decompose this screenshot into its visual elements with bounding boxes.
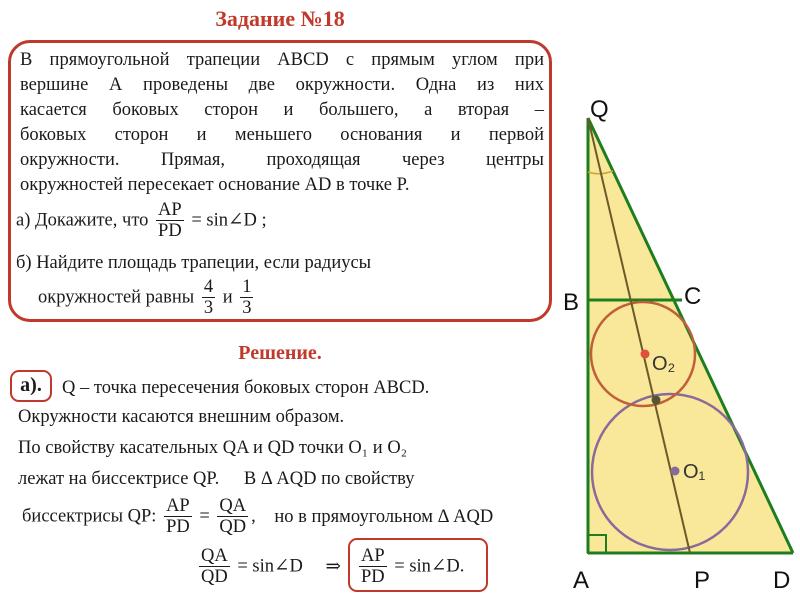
solution-title: Решение. (238, 342, 322, 364)
part-b-text: окружностей равны (38, 287, 195, 308)
task-line-6: окружностей пересекает основание AD в точке P. (20, 175, 410, 195)
frac-qa-qd-2-num: QA (201, 546, 228, 566)
part-a-prefix: а) Докажите, что (16, 210, 149, 231)
line-4b: В Δ AQD по свойству (243, 469, 415, 489)
ratio-den: PD (158, 221, 182, 241)
line-5-prefix: биссектрисы QP: (22, 506, 157, 527)
comma: , (251, 506, 256, 527)
frac-ap-pd-num: AP (166, 496, 190, 516)
radius-2-den: 3 (242, 298, 252, 318)
and-word: и (222, 287, 233, 308)
label-p: P (694, 567, 711, 594)
task-part-b-line1: б) Найдите площадь трапеции, если радиусы (16, 253, 372, 273)
result-sin-d: = sin∠D. (394, 556, 465, 577)
center-o1 (671, 467, 680, 476)
result-frac-num: AP (361, 546, 385, 566)
label-o1: O₁ (683, 461, 706, 483)
label-d: D (773, 567, 791, 594)
task-title: Задание №18 (215, 6, 345, 31)
solution-line-1: Q – точка пересечения боковых сторон ABCD. (62, 378, 430, 398)
radius-1-num: 4 (203, 277, 214, 297)
solution-line-2: Окружности касаются внешним образом. (18, 407, 345, 427)
label-a: A (573, 567, 590, 594)
label-o2: O₂ (652, 353, 676, 375)
frac-qa-qd-den: QD (219, 517, 247, 537)
task-line-2: вершине А проведены две окружности. Одна из них (20, 75, 544, 95)
task-line-1: В прямоугольной трапеции ABCD с прямым углом при (20, 50, 544, 70)
tangent-point (652, 396, 661, 405)
radius-1-den: 3 (203, 298, 214, 318)
equals-sign: = (199, 506, 210, 527)
task-line-4: боковых сторон и меньшего основания и первой (20, 125, 544, 145)
label-c: C (684, 283, 702, 310)
implies-arrow: ⇒ (325, 556, 342, 577)
task-line-5: окружности. Прямая, проходящая через центры (20, 150, 544, 170)
result-frac-den: PD (361, 567, 385, 587)
label-b: B (563, 289, 580, 316)
line-4a: лежат на биссектрисе QP. (18, 469, 220, 489)
label-q: Q (590, 96, 609, 123)
part-a-suffix: = sin∠D ; (191, 210, 267, 231)
frac-qa-qd-num: QA (219, 496, 247, 516)
task-line-3: касается боковых сторон и большего, а вторая – (20, 100, 544, 120)
frac-ap-pd-den: PD (166, 517, 190, 537)
part-a-label: а). (10, 370, 52, 402)
ratio-num: AP (158, 200, 182, 220)
solution-line-3: По свойству касательных QA и QD точки O₁ и O₂ (18, 438, 408, 458)
sin-d: = sin∠D (237, 556, 303, 577)
line-5-suffix: но в прямоугольном Δ AQD (274, 506, 494, 527)
center-o2 (641, 350, 650, 359)
frac-qa-qd-2-den: QD (201, 567, 228, 587)
radius-2-num: 1 (242, 277, 252, 297)
